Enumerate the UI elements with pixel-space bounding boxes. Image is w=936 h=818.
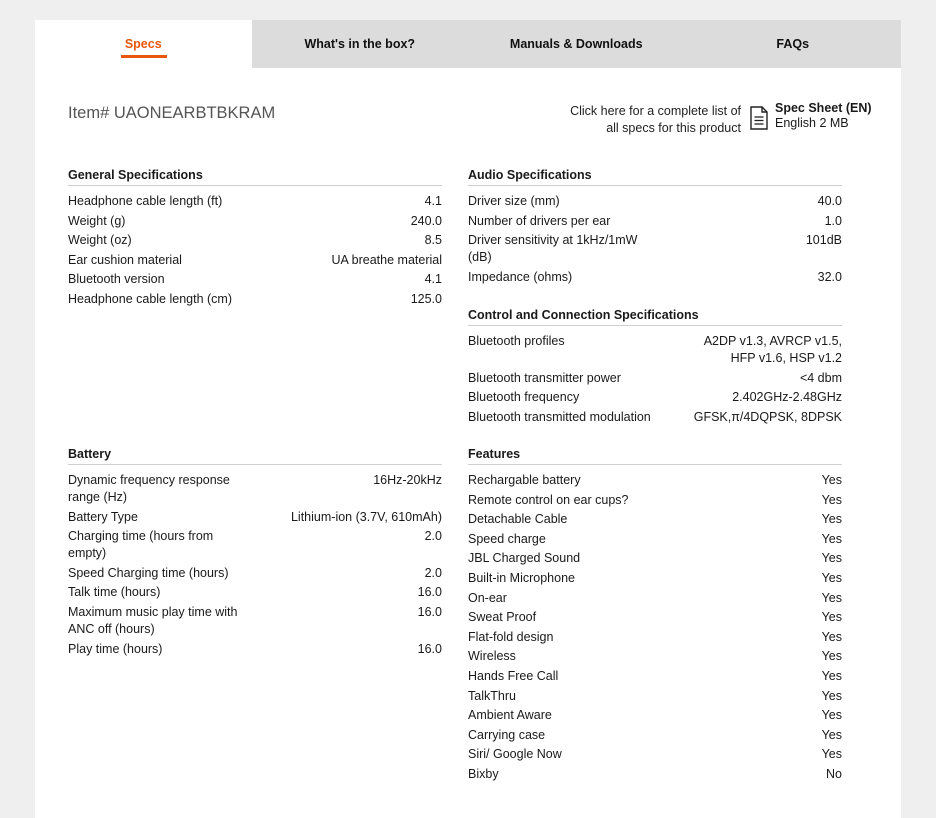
spec-value: Yes: [821, 570, 842, 585]
spec-row: [468, 629, 842, 649]
spec-row: [468, 531, 842, 551]
spec-label: Talk time (hours): [68, 585, 161, 600]
spec-row: [468, 550, 842, 570]
spec-value: Yes: [821, 492, 842, 507]
spec-value: Yes: [821, 473, 842, 487]
spec-row: [68, 252, 442, 272]
spec-value: 8.5: [424, 233, 442, 248]
spec-rows: [468, 333, 842, 428]
spec-sheet-size: English 2 MB: [775, 116, 849, 130]
spec-label: Bluetooth transmitter power: [468, 370, 621, 385]
spec-value: 16.0: [417, 641, 442, 656]
spec-row: [468, 269, 842, 289]
spec-value: 125.0: [410, 291, 442, 306]
spec-value: 32.0: [817, 269, 842, 284]
section-title: Control and Connection Specifications: [468, 307, 842, 326]
section-title: Battery: [68, 446, 442, 465]
spec-value: 2.0: [424, 565, 442, 580]
features-section: [468, 446, 842, 786]
spec-value: GFSK,π/4DQPSK, 8DPSK: [693, 409, 842, 424]
spec-label: Dynamic frequency response range (Hz): [68, 473, 230, 504]
spec-link-line-2: all specs for this product: [606, 121, 741, 135]
spec-value: 2.402GHz-2.48GHz: [732, 390, 842, 405]
spec-value: Yes: [821, 688, 842, 703]
spec-row: [468, 590, 842, 610]
tab-whats-in-the-box[interactable]: [252, 20, 469, 68]
spec-sheet-download[interactable]: [775, 101, 872, 131]
spec-row: [468, 727, 842, 747]
spec-label: Battery Type: [68, 509, 138, 524]
spec-label: Flat-fold design: [468, 629, 554, 644]
spec-value: Yes: [821, 629, 842, 644]
spec-label: Bluetooth version: [68, 272, 165, 287]
spec-label: Play time (hours): [68, 641, 163, 656]
spec-label: Hands Free Call: [468, 668, 559, 683]
spec-value: Yes: [821, 649, 842, 664]
spec-row: [468, 707, 842, 727]
spec-label: Remote control on ear cups?: [468, 492, 629, 507]
spec-sheet-title: Spec Sheet (EN): [775, 101, 872, 115]
spec-row: [68, 565, 442, 585]
spec-row: [468, 511, 842, 531]
spec-value: 1.0: [824, 213, 842, 228]
tab-whats-in-the-box-label: What's in the box?: [304, 37, 416, 51]
spec-row: [68, 641, 442, 661]
spec-sheet-link-text[interactable]: [555, 103, 741, 137]
spec-label: Speed Charging time (hours): [68, 565, 229, 580]
spec-label: Number of drivers per ear: [468, 213, 611, 228]
spec-value: 240.0: [410, 213, 442, 228]
spec-value: Yes: [821, 531, 842, 546]
active-tab-underline: [121, 55, 167, 58]
spec-row: [468, 232, 842, 269]
spec-rows: [68, 472, 442, 660]
specs-panel: [35, 20, 901, 818]
item-number: Item# UAONEARBTBKRAM: [68, 104, 276, 122]
spec-value: No: [826, 766, 842, 781]
spec-value: 16.0: [417, 585, 442, 600]
spec-value: Yes: [821, 727, 842, 742]
spec-label: Bixby: [468, 766, 499, 781]
spec-row: [68, 604, 442, 641]
spec-value: A2DP v1.3, AVRCP v1.5, HFP v1.6, HSP v1.2: [703, 334, 842, 365]
spec-rows: [468, 472, 842, 786]
spec-label: Sweat Proof: [468, 610, 537, 625]
spec-value: Yes: [821, 551, 842, 566]
spec-row: [468, 370, 842, 390]
tab-faqs[interactable]: [685, 20, 902, 68]
spec-label: Weight (g): [68, 213, 126, 228]
spec-row: [68, 472, 442, 509]
spec-row: [468, 333, 842, 370]
spec-label: Bluetooth transmitted modulation: [468, 409, 651, 424]
spec-row: [68, 271, 442, 291]
section-title: Audio Specifications: [468, 167, 842, 186]
audio-specifications-section: [468, 167, 842, 288]
spec-label: Headphone cable length (cm): [68, 291, 232, 306]
spec-row: [68, 193, 442, 213]
spec-label: Maximum music play time with ANC off (hours): [68, 604, 238, 636]
tab-specs[interactable]: [35, 20, 252, 68]
spec-row: [468, 766, 842, 786]
spec-label: Bluetooth frequency: [468, 390, 580, 405]
spec-label: TalkThru: [468, 688, 516, 703]
spec-label: Charging time (hours from empty): [68, 529, 214, 561]
spec-label: Impedance (ohms): [468, 269, 573, 284]
section-title: General Specifications: [68, 167, 442, 186]
spec-value: Yes: [821, 610, 842, 625]
spec-value: 4.1: [424, 272, 442, 287]
spec-value: 40.0: [817, 194, 842, 208]
spec-row: [468, 648, 842, 668]
spec-link-line-1: Click here for a complete list of: [570, 104, 741, 118]
spec-row: [468, 492, 842, 512]
spec-value: <4 dbm: [799, 370, 842, 385]
spec-label: Rechargable battery: [468, 473, 581, 487]
spec-value: Yes: [821, 747, 842, 762]
spec-value: 2.0: [424, 529, 442, 544]
spec-row: [468, 609, 842, 629]
spec-value: Yes: [821, 590, 842, 605]
spec-row: [68, 509, 442, 529]
spec-value: Yes: [821, 708, 842, 723]
spec-row: [468, 688, 842, 708]
spec-value: 16.0: [417, 604, 442, 619]
spec-label: Weight (oz): [68, 233, 132, 248]
tab-bar: [35, 20, 901, 68]
tab-manuals-downloads[interactable]: [468, 20, 685, 68]
tab-specs-label: Specs: [124, 37, 162, 51]
spec-label: Speed charge: [468, 531, 546, 546]
spec-row: [468, 409, 842, 429]
spec-rows: [468, 193, 842, 288]
spec-value: Lithium-ion (3.7V, 610mAh): [290, 509, 442, 524]
spec-row: [468, 570, 842, 590]
spec-row: [468, 668, 842, 688]
section-title: Features: [468, 446, 842, 465]
spec-label: Bluetooth profiles: [468, 334, 565, 348]
spec-row: [68, 213, 442, 233]
spec-row: [68, 232, 442, 252]
spec-label: Ear cushion material: [68, 252, 182, 267]
spec-value: 16Hz-20kHz: [373, 473, 442, 487]
spec-label: Carrying case: [468, 727, 546, 742]
battery-section: [68, 446, 442, 660]
control-connection-section: [468, 307, 842, 428]
general-specifications-section: [68, 167, 442, 311]
spec-row: [468, 389, 842, 409]
spec-label: Detachable Cable: [468, 512, 568, 527]
tab-faqs-label: FAQs: [776, 37, 810, 51]
spec-value: Yes: [821, 512, 842, 527]
spec-rows: [68, 193, 442, 311]
spec-row: [468, 193, 842, 213]
spec-value: UA breathe material: [331, 252, 442, 267]
spec-label: Ambient Aware: [468, 708, 552, 723]
document-icon[interactable]: [749, 106, 769, 130]
spec-row: [68, 528, 442, 565]
spec-label: Driver sensitivity at 1kHz/1mW (dB): [468, 233, 638, 265]
spec-row: [68, 291, 442, 311]
spec-value: Yes: [821, 668, 842, 683]
spec-label: Headphone cable length (ft): [68, 194, 223, 208]
spec-label: Built-in Microphone: [468, 570, 575, 585]
spec-row: [468, 472, 842, 492]
spec-label: On-ear: [468, 590, 507, 605]
spec-row: [68, 584, 442, 604]
spec-value: 4.1: [424, 194, 442, 208]
spec-value: 101dB: [805, 233, 842, 248]
spec-row: [468, 746, 842, 766]
spec-row: [468, 213, 842, 233]
spec-label: JBL Charged Sound: [468, 551, 581, 566]
spec-label: Siri/ Google Now: [468, 747, 562, 762]
tab-manuals-downloads-label: Manuals & Downloads: [509, 37, 643, 51]
spec-label: Wireless: [468, 649, 516, 664]
spec-label: Driver size (mm): [468, 194, 560, 208]
